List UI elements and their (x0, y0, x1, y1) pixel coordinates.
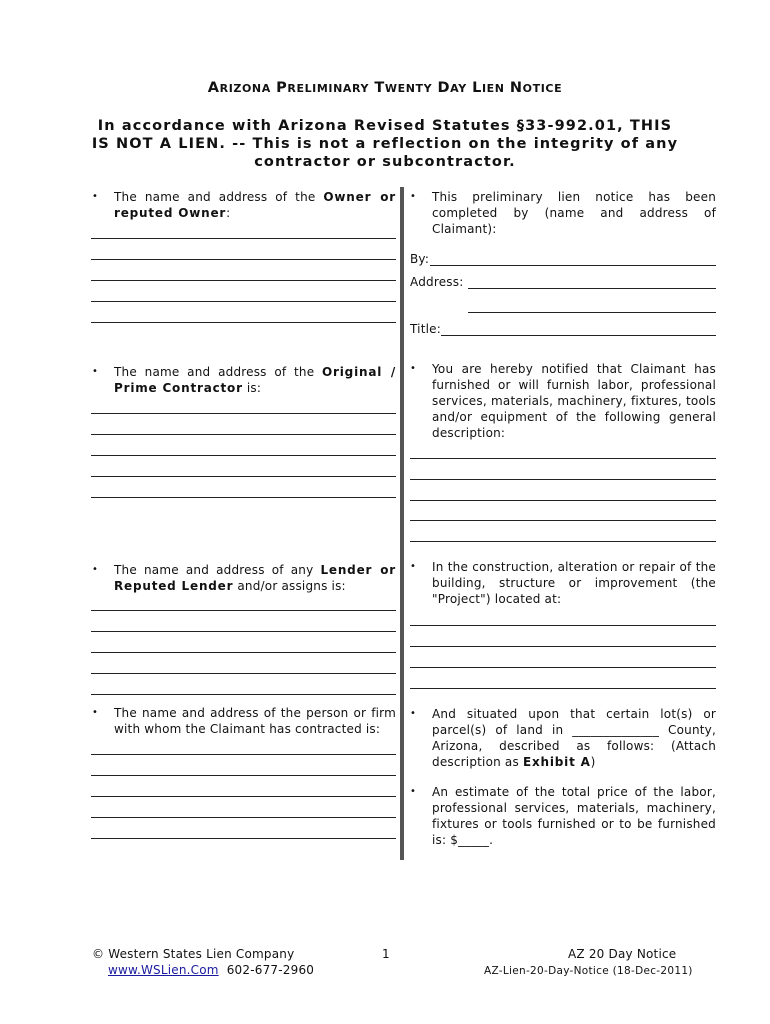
address-label: Address: (410, 275, 464, 289)
bullet-icon: • (92, 707, 99, 718)
bullet-icon: • (410, 786, 417, 797)
materials-line-1[interactable] (410, 458, 716, 459)
price-estimate-section (410, 784, 716, 848)
owner-line-2[interactable] (91, 259, 396, 260)
title-word: DAY (437, 80, 467, 96)
title-word: LIEN (472, 80, 505, 96)
land-description-label: And situated upon that certain lot(s) or parcel(s) of land in ______________ County, Arizona, described as follows: (Attach description as Exhibit A) (432, 707, 716, 769)
contracted-party-line-1[interactable] (91, 754, 396, 755)
original-contractor-line-2[interactable] (91, 434, 396, 435)
title-word: NOTICE (509, 80, 563, 96)
phone-number: 602-677-2960 (226, 963, 315, 977)
bullet-icon: • (92, 366, 99, 377)
lender-line-2[interactable] (91, 631, 396, 632)
owner-line-4[interactable] (91, 301, 396, 302)
document-title (0, 80, 770, 96)
claimant-label: This preliminary lien notice has been completed by (name and address of Claimant): (432, 190, 716, 236)
materials-line-5[interactable] (410, 541, 716, 542)
contracted-party-line-2[interactable] (91, 775, 396, 776)
project-location-line-4[interactable] (410, 688, 716, 689)
materials-line-4[interactable] (410, 520, 716, 521)
materials-label: You are hereby notified that Claimant has furnished or will furnish labor, professional services, materials, machinery, fixtures, tools and/or equipment of the following general description: (432, 362, 716, 440)
footer-company: © Western States Lien Company (92, 947, 295, 961)
contracted-party-label: The name and address of the person or firm with whom the Claimant has contracted is: (114, 706, 396, 736)
contracted-party-line-5[interactable] (91, 838, 396, 839)
project-location-label: In the construction, alteration or repair of the building, structure or improvement (the "Project") located at: (432, 560, 716, 606)
owner-section (92, 189, 396, 221)
statute-notice: In accordance with Arizona Revised Statutes §33-992.01, THIS IS NOT A LIEN. -- This is not a reflection on the integrity of any contractor or subcontractor. (91, 118, 679, 170)
bullet-icon: • (410, 363, 417, 374)
contracted-party-line-3[interactable] (91, 796, 396, 797)
bullet-icon: • (410, 561, 417, 572)
price-estimate-label: An estimate of the total price of the labor, professional services, materials, machinery, fixtures or tools furnished or to be furnished is: $_____. (432, 785, 716, 847)
lender-line-1[interactable] (91, 610, 396, 611)
by-line[interactable] (430, 265, 716, 266)
bullet-icon: • (410, 191, 417, 202)
land-description-section (410, 706, 716, 770)
bullet-icon: • (92, 191, 99, 202)
title-word: PRELIMINARY (276, 80, 370, 96)
page-number: 1 (382, 947, 390, 961)
project-location-line-2[interactable] (410, 646, 716, 647)
lender-section (92, 562, 396, 594)
title-line[interactable] (441, 335, 716, 336)
owner-line-3[interactable] (91, 280, 396, 281)
owner-line-1[interactable] (91, 238, 396, 239)
project-location-section (410, 559, 716, 607)
footer-notice-name: AZ 20 Day Notice (568, 947, 677, 961)
footer-contact (108, 963, 314, 977)
original-contractor-line-5[interactable] (91, 497, 396, 498)
materials-line-2[interactable] (410, 479, 716, 480)
lender-line-5[interactable] (91, 694, 396, 695)
materials-section (410, 361, 716, 441)
original-contractor-line-1[interactable] (91, 413, 396, 414)
original-contractor-section (92, 364, 396, 396)
bullet-icon: • (92, 564, 99, 575)
footer-form-id: AZ-Lien-20-Day-Notice (18-Dec-2011) (484, 965, 693, 977)
title-label: Title: (410, 322, 441, 336)
project-location-line-3[interactable] (410, 667, 716, 668)
title-word: TWENTY (374, 80, 433, 96)
bullet-icon: • (410, 708, 417, 719)
owner-label: The name and address of the Owner or reputed Owner: (114, 190, 396, 220)
contracted-party-line-4[interactable] (91, 817, 396, 818)
contracted-party-section (92, 705, 396, 737)
lender-line-3[interactable] (91, 652, 396, 653)
claimant-section (410, 189, 716, 237)
original-contractor-line-4[interactable] (91, 476, 396, 477)
column-divider (400, 187, 404, 860)
address-line-2[interactable] (468, 312, 716, 313)
lender-line-4[interactable] (91, 673, 396, 674)
original-contractor-label: The name and address of the Original / Prime Contractor is: (114, 365, 396, 395)
project-location-line-1[interactable] (410, 625, 716, 626)
address-line-1[interactable] (468, 288, 716, 289)
original-contractor-line-3[interactable] (91, 455, 396, 456)
lender-label: The name and address of any Lender or Reputed Lender and/or assigns is: (114, 563, 397, 593)
by-label: By: (410, 252, 430, 266)
owner-line-5[interactable] (91, 322, 396, 323)
materials-line-3[interactable] (410, 500, 716, 501)
website-link[interactable]: www.WSLien.Com (108, 963, 219, 977)
title-word: ARIZONA (207, 80, 271, 96)
